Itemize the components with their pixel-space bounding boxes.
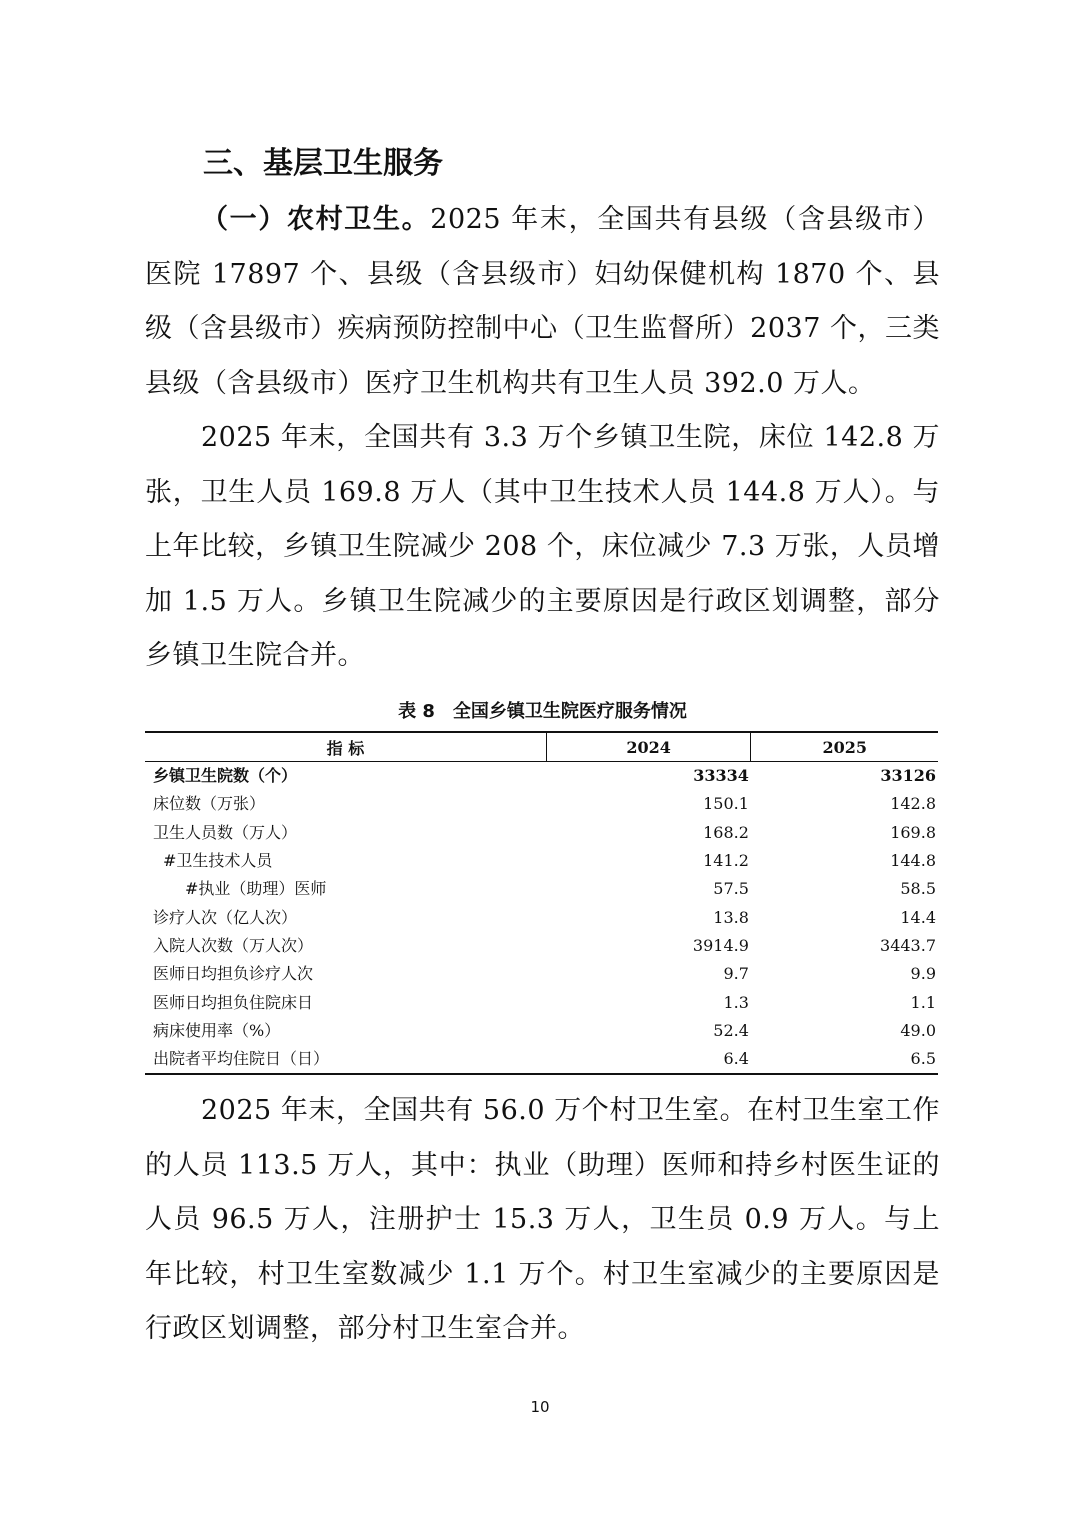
value-2025: 144.8 [890,851,936,871]
township-hospital-table [145,731,938,1075]
value-2025: 49.0 [900,1020,936,1040]
table-row [145,1045,938,1074]
table-caption: 表 8 全国乡镇卫生院医疗服务情况 [398,701,687,722]
value-2025: 1.1 [910,992,936,1012]
value-2024: 57.5 [713,879,749,899]
table-row [145,903,938,931]
row-label: 入院人次数（万人次） [153,935,314,955]
row-label: 病床使用率（%） [153,1020,281,1040]
table-header-row [145,732,938,762]
value-2025: 58.5 [900,879,936,899]
paragraph-lead: （一）农村卫生。 [201,204,431,235]
row-label: 诊疗人次（亿人次） [153,907,298,927]
table-row [145,819,938,847]
value-2024: 13.8 [713,907,749,927]
value-2024: 9.7 [723,964,749,984]
table-row [145,875,938,903]
value-2024: 52.4 [713,1020,749,1040]
table-row [145,988,938,1016]
paragraph-rural-health [145,193,940,411]
page-number: 10 [530,1398,550,1416]
paragraph-body: 2025 年末，全国共有县级（含县级市）医院 17897 个、县级（含县级市）妇幼保健机构 1870 个、县级（含县级市）疾病预防控制中心（卫生监督所）2037 个，三类县级（含县级市）医疗卫生机构共有卫生人员 392.0 万人。 [145,204,941,399]
value-2024: 6.4 [723,1049,749,1069]
value-2025: 6.5 [910,1049,936,1069]
row-label: 医师日均担负诊疗人次 [153,964,314,984]
value-2025: 14.4 [900,907,936,927]
value-2024: 3914.9 [692,935,749,955]
value-2024: 168.2 [703,822,749,842]
row-label: 出院者平均住院日（日） [153,1049,330,1069]
value-2025: 169.8 [890,822,936,842]
value-2025: 9.9 [910,964,936,984]
row-label: 卫生人员数（万人） [153,822,298,842]
row-label: 乡镇卫生院数（个） [153,766,298,786]
row-label: 医师日均担负住院床日 [153,992,314,1012]
value-2025: 3443.7 [880,935,936,955]
header-year-2025: 2025 [822,737,867,757]
value-2024: 1.3 [723,992,749,1012]
value-2024: 150.1 [703,794,749,814]
header-year-2024: 2024 [546,732,751,762]
row-label: #执业（助理）医师 [185,879,327,899]
table-row [145,932,938,960]
table-row [145,960,938,988]
table-row [145,847,938,875]
paragraph-township-hospitals: 2025 年末，全国共有 3.3 万个乡镇卫生院，床位 142.8 万张，卫生人员 169.8 万人（其中卫生技术人员 144.8 万人）。与上年比较，乡镇卫生院减少 208 个，床位减少 7.3 万张，人员增加 1.5 万人。乡镇卫生院减少的主要原因是行政区划调整，部分乡镇卫生院合并。 [145,422,940,671]
table-row [145,762,938,791]
table-row [145,790,938,818]
value-2025: 33126 [880,766,936,786]
header-indicator: 指 标 [145,732,546,762]
section-title: 三、基层卫生服务 [203,146,443,181]
value-2024: 141.2 [703,851,749,871]
paragraph-village-clinics: 2025 年末，全国共有 56.0 万个村卫生室。在村卫生室工作的人员 113.5 万人，其中：执业（助理）医师和持乡村医生证的人员 96.5 万人，注册护士 15.3 万人，卫生员 0.9 万人。与上年比较，村卫生室数减少 1.1 万个。村卫生室减少的主要原因是行政区划调整，部分村卫生室合并。 [145,1095,940,1344]
row-label: #卫生技术人员 [163,851,273,871]
row-label: 床位数（万张） [153,794,266,814]
table-row [145,1017,938,1045]
value-2024: 33334 [693,766,749,786]
value-2025: 142.8 [890,794,936,814]
